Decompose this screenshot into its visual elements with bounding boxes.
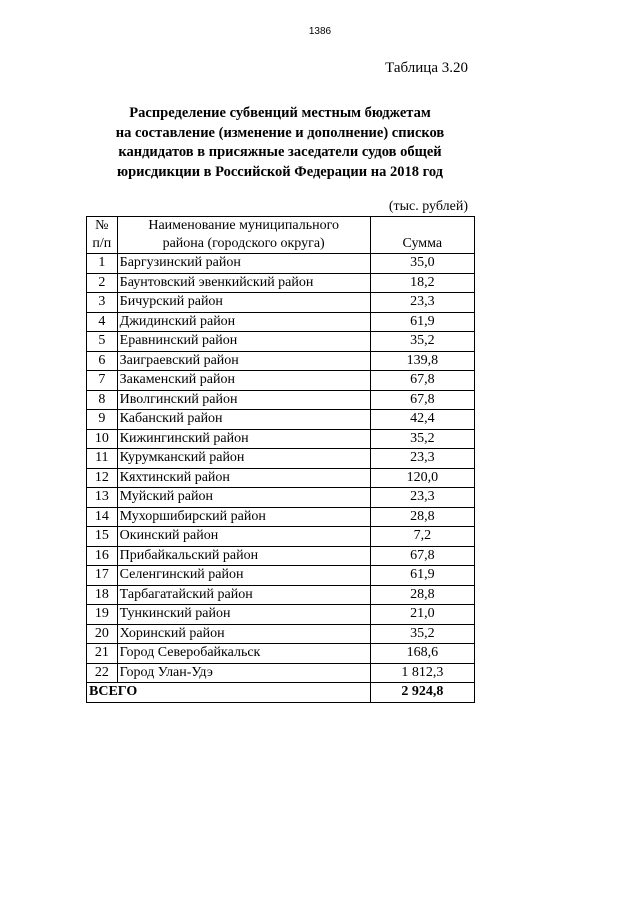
row-district-name: Город Улан-Удэ <box>117 663 370 683</box>
row-sum: 23,3 <box>370 488 474 508</box>
row-sum: 67,8 <box>370 546 474 566</box>
title-line: на составление (изменение и дополнение) списков <box>115 124 445 141</box>
table-row <box>87 566 475 586</box>
row-sum: 23,3 <box>370 293 474 313</box>
row-sum: 35,0 <box>370 254 474 274</box>
row-number: 18 <box>87 585 118 605</box>
row-sum: 61,9 <box>370 566 474 586</box>
row-number: 14 <box>87 507 118 527</box>
table-row <box>87 605 475 625</box>
total-sum: 2 924,8 <box>370 683 474 703</box>
row-sum: 1 812,3 <box>370 663 474 683</box>
row-sum: 67,8 <box>370 371 474 391</box>
table-row <box>87 488 475 508</box>
table-row <box>87 624 475 644</box>
table-label: Таблица 3.20 <box>385 60 468 76</box>
row-number: 7 <box>87 371 118 391</box>
row-sum: 35,2 <box>370 332 474 352</box>
table-row <box>87 390 475 410</box>
row-district-name: Заиграевский район <box>117 351 370 371</box>
row-number: 16 <box>87 546 118 566</box>
row-number: 2 <box>87 273 118 293</box>
row-sum: 28,8 <box>370 585 474 605</box>
table-header-row <box>87 217 475 254</box>
row-sum: 61,9 <box>370 312 474 332</box>
row-sum: 21,0 <box>370 605 474 625</box>
table-row <box>87 546 475 566</box>
row-number: 12 <box>87 468 118 488</box>
row-district-name: Муйский район <box>117 488 370 508</box>
row-number: 17 <box>87 566 118 586</box>
row-number: 4 <box>87 312 118 332</box>
page-number: 1386 <box>308 26 332 37</box>
row-sum: 139,8 <box>370 351 474 371</box>
table-row <box>87 371 475 391</box>
row-district-name: Тарбагатайский район <box>117 585 370 605</box>
table-row <box>87 449 475 469</box>
row-sum: 23,3 <box>370 449 474 469</box>
row-district-name: Тункинский район <box>117 605 370 625</box>
row-sum: 35,2 <box>370 624 474 644</box>
row-district-name: Кижингинский район <box>117 429 370 449</box>
row-district-name: Баунтовский эвенкийский район <box>117 273 370 293</box>
row-district-name: Кабанский район <box>117 410 370 430</box>
table-row <box>87 527 475 547</box>
title-line: Распределение субвенций местным бюджетам <box>129 105 431 121</box>
row-sum: 35,2 <box>370 429 474 449</box>
row-number: 20 <box>87 624 118 644</box>
row-number: 6 <box>87 351 118 371</box>
table-row <box>87 429 475 449</box>
row-sum: 18,2 <box>370 273 474 293</box>
row-number: 10 <box>87 429 118 449</box>
row-number: 19 <box>87 605 118 625</box>
row-sum: 28,8 <box>370 507 474 527</box>
units-label: (тыс. рублей) <box>388 199 468 214</box>
row-district-name: Мухоршибирский район <box>117 507 370 527</box>
total-label: ВСЕГО <box>87 683 371 703</box>
row-district-name: Баргузинский район <box>117 254 370 274</box>
row-number: 13 <box>87 488 118 508</box>
table-row <box>87 468 475 488</box>
row-number: 1 <box>87 254 118 274</box>
title-line: кандидатов в присяжные заседатели судов общей <box>118 144 442 160</box>
header-name: Наименование муниципального района (городского округа) <box>117 217 370 254</box>
row-district-name: Окинский район <box>117 527 370 547</box>
row-number: 11 <box>87 449 118 469</box>
row-district-name: Иволгинский район <box>117 390 370 410</box>
row-number: 21 <box>87 644 118 664</box>
row-sum: 120,0 <box>370 468 474 488</box>
table-body <box>87 254 475 703</box>
table-row <box>87 410 475 430</box>
table-row <box>87 644 475 664</box>
row-district-name: Курумканский район <box>117 449 370 469</box>
table-row <box>87 663 475 683</box>
row-number: 5 <box>87 332 118 352</box>
row-number: 15 <box>87 527 118 547</box>
row-sum: 168,6 <box>370 644 474 664</box>
row-sum: 67,8 <box>370 390 474 410</box>
title-line: юрисдикции в Российской Федерации на 2018 год <box>117 163 443 180</box>
total-row <box>87 683 475 703</box>
row-number: 22 <box>87 663 118 683</box>
row-district-name: Еравнинский район <box>117 332 370 352</box>
table-row <box>87 273 475 293</box>
row-sum: 42,4 <box>370 410 474 430</box>
row-number: 9 <box>87 410 118 430</box>
table-row <box>87 293 475 313</box>
header-number: № п/п <box>87 217 118 254</box>
table-row <box>87 351 475 371</box>
document-title <box>86 104 474 182</box>
row-sum: 7,2 <box>370 527 474 547</box>
row-number: 3 <box>87 293 118 313</box>
row-district-name: Джидинский район <box>117 312 370 332</box>
subvention-table <box>86 216 475 703</box>
row-district-name: Прибайкальский район <box>117 546 370 566</box>
table-row <box>87 585 475 605</box>
row-district-name: Закаменский район <box>117 371 370 391</box>
row-district-name: Селенгинский район <box>117 566 370 586</box>
row-district-name: Бичурский район <box>117 293 370 313</box>
table-row <box>87 312 475 332</box>
table-row <box>87 507 475 527</box>
row-district-name: Кяхтинский район <box>117 468 370 488</box>
header-sum: Сумма <box>370 217 474 254</box>
row-district-name: Город Северобайкальск <box>117 644 370 664</box>
table-row <box>87 254 475 274</box>
table-row <box>87 332 475 352</box>
row-district-name: Хоринский район <box>117 624 370 644</box>
row-number: 8 <box>87 390 118 410</box>
